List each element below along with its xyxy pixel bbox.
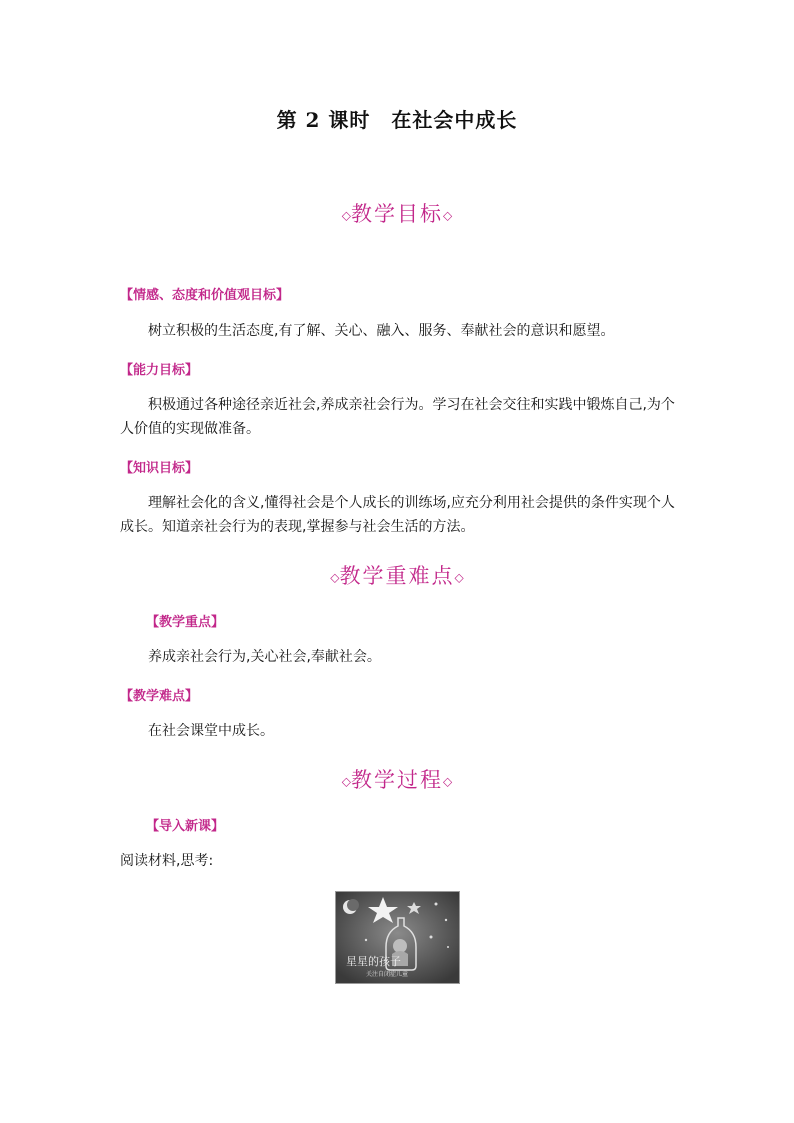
lesson-title: 第 2 课时 在社会中成长	[276, 108, 518, 132]
illustration-caption-main: 星星的孩子	[346, 955, 401, 968]
diamond-icon: ◇	[330, 570, 340, 585]
paragraph-ability-objective: 积极通过各种途径亲近社会,养成亲社会行为。学习在社会交往和实践中锻炼自己,为个人价值的实现做准备。	[120, 397, 675, 437]
label-teaching-difficulty: 【教学难点】	[120, 689, 199, 704]
diamond-icon: ◇	[341, 208, 351, 223]
section-heading-objectives-text: 教学目标	[351, 202, 443, 226]
label-lesson-intro: 【导入新课】	[146, 819, 225, 834]
label-teaching-focus: 【教学重点】	[146, 615, 225, 630]
diamond-icon: ◇	[443, 774, 453, 789]
section-heading-key-points	[0, 560, 794, 590]
text-teaching-focus: 养成亲社会行为,关心社会,奉献社会。	[148, 649, 381, 665]
label-ability-objective: 【能力目标】	[120, 363, 199, 378]
diamond-icon: ◇	[443, 208, 453, 223]
label-knowledge-objective: 【知识目标】	[120, 461, 199, 476]
section-heading-process-text: 教学过程	[351, 768, 443, 792]
illustration-caption-sub: 关注自闭症儿童	[366, 971, 409, 978]
text-teaching-difficulty: 在社会课堂中成长。	[148, 723, 274, 739]
paragraph-knowledge-objective: 理解社会化的含义,懂得社会是个人成长的训练场,应充分利用社会提供的条件实现个人成长。知道亲社会行为的表现,掌握参与社会生活的方法。	[120, 495, 675, 535]
label-emotion-objective: 【情感、态度和价值观目标】	[120, 288, 290, 303]
diamond-icon: ◇	[341, 774, 351, 789]
text-lesson-intro: 阅读材料,思考:	[120, 853, 214, 869]
paragraph-emotion-objective: 树立积极的生活态度,有了解、关心、融入、服务、奉献社会的意识和愿望。	[148, 323, 615, 339]
section-heading-objectives	[0, 198, 794, 228]
diamond-icon: ◇	[454, 570, 464, 585]
section-heading-process	[0, 764, 794, 794]
autism-awareness-illustration	[335, 891, 460, 984]
section-heading-key-points-text: 教学重难点	[339, 564, 455, 588]
